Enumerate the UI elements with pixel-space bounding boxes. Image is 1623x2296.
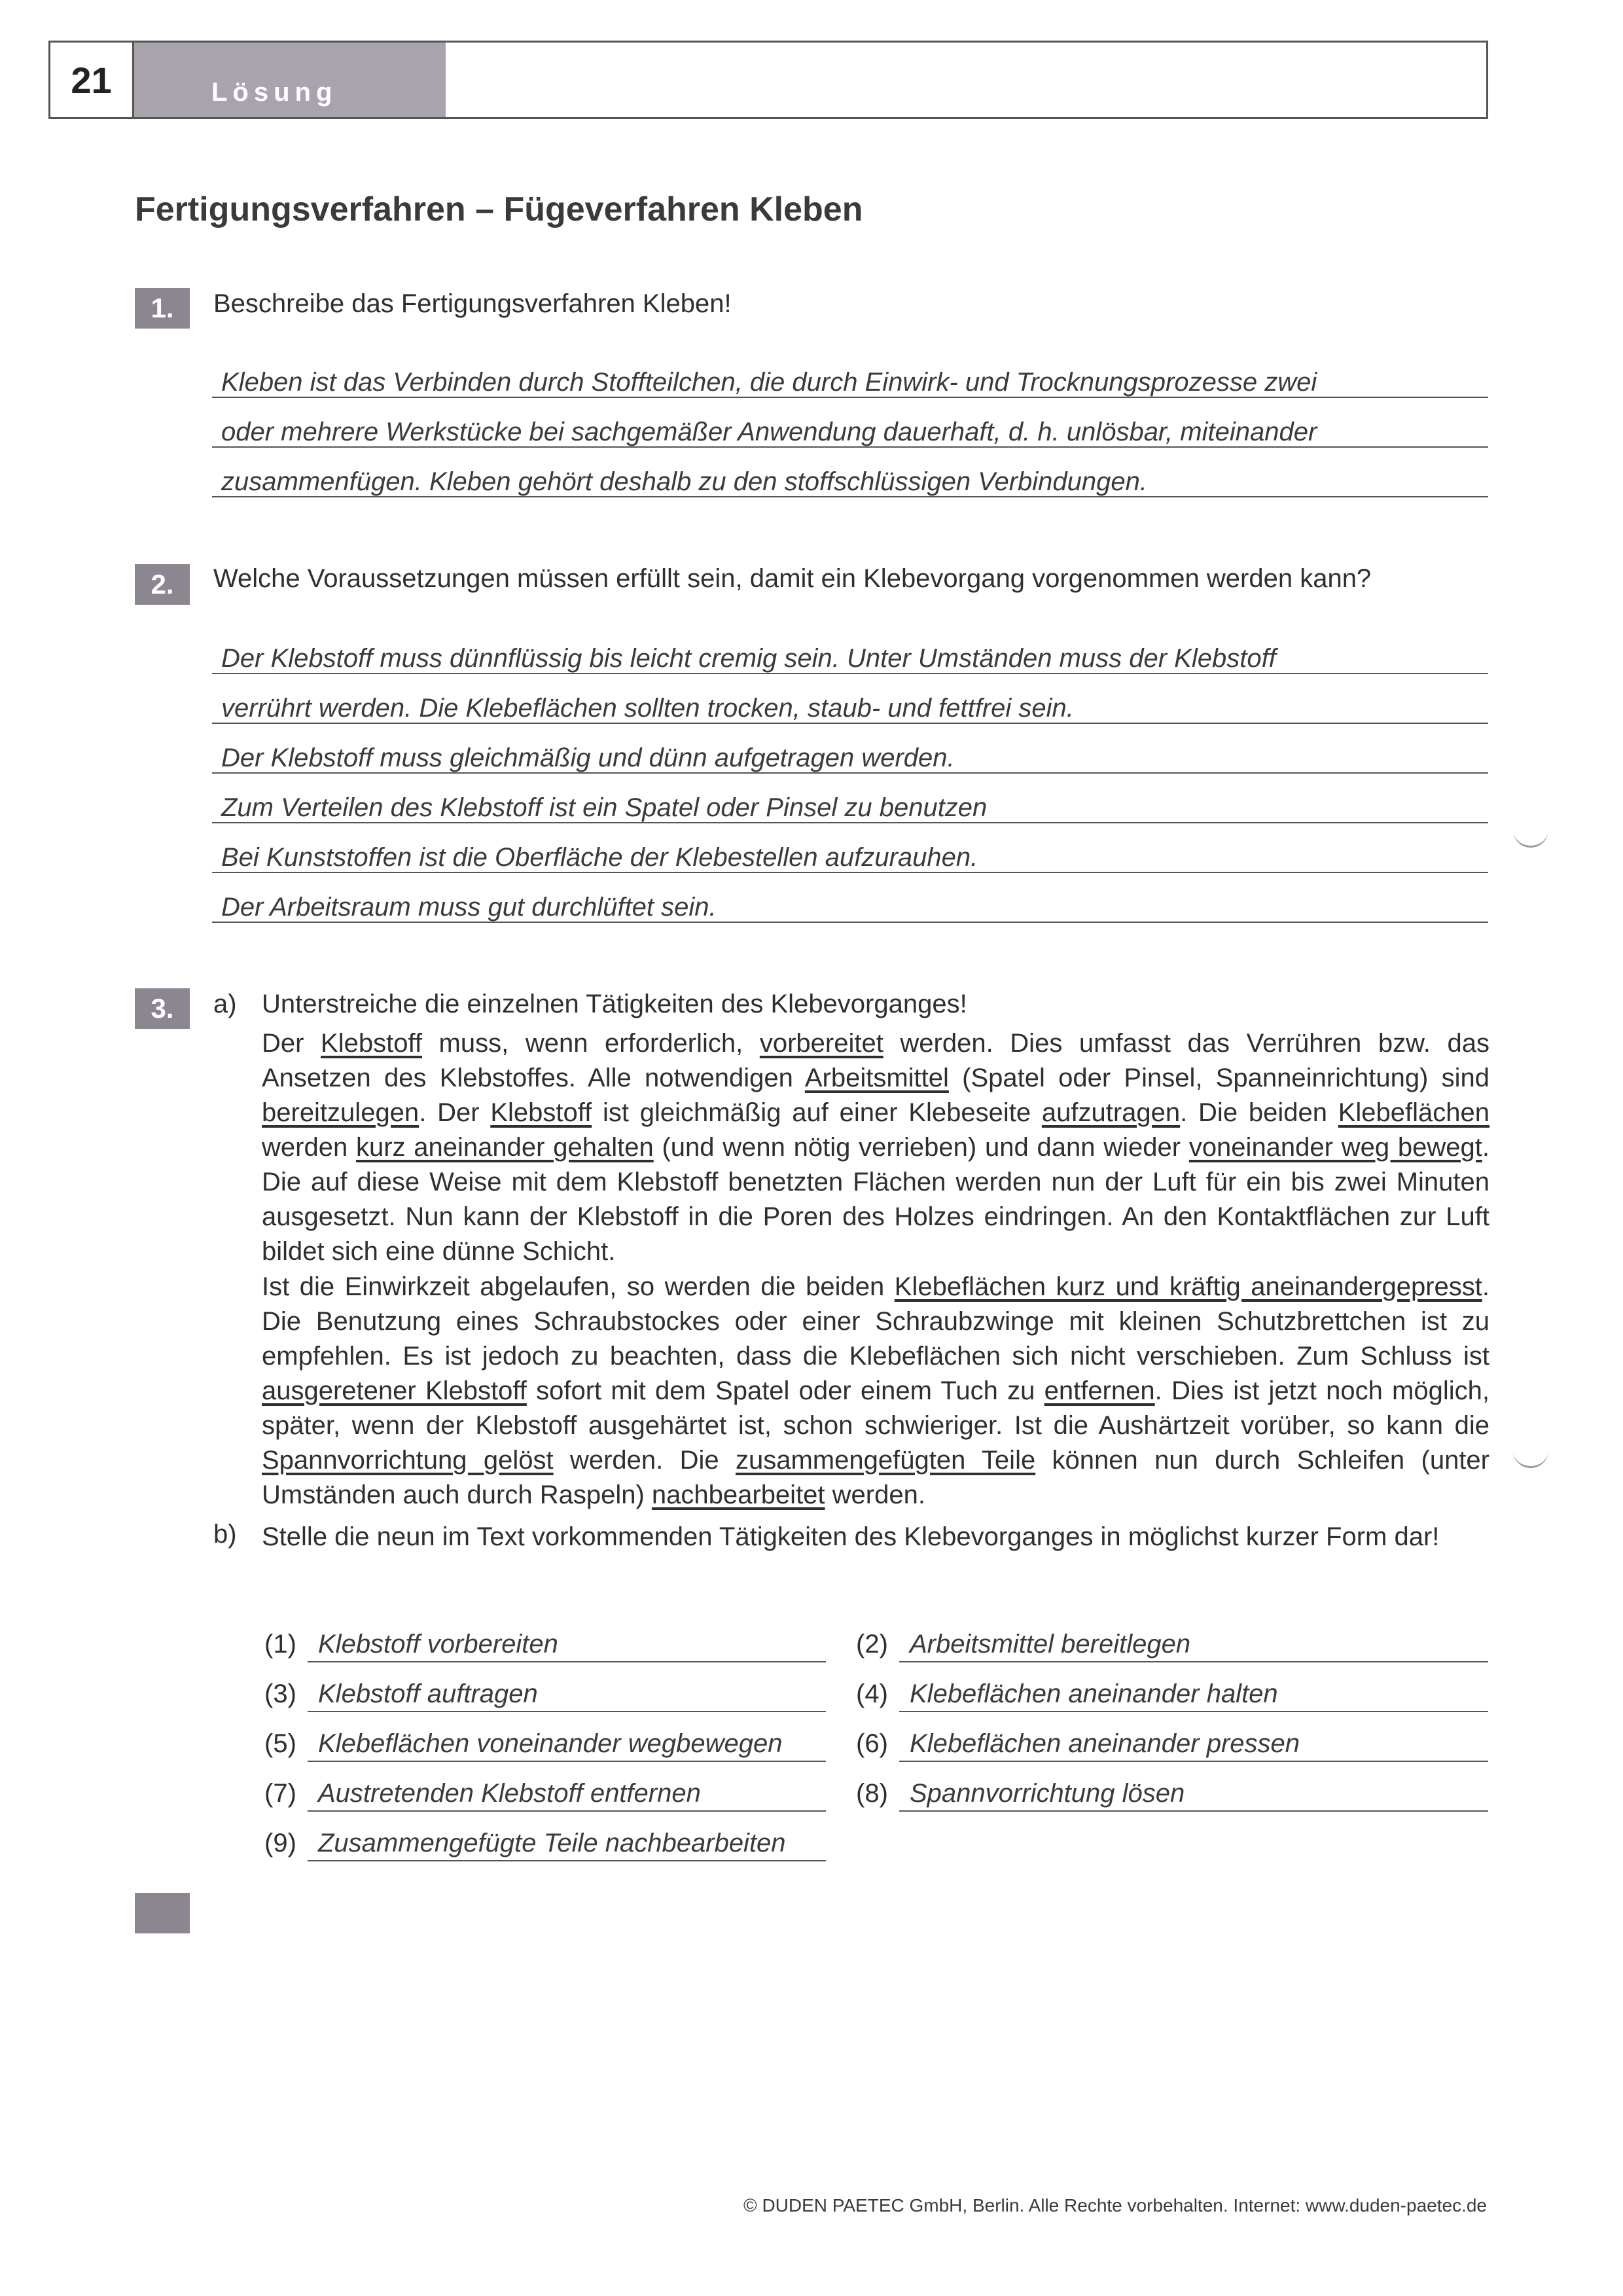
underlined-activity: ausgeretener Klebstoff (262, 1376, 527, 1405)
task-2-answer-line-4: Zum Verteilen des Klebstoff ist ein Spatel oder Pinsel zu benutzen (221, 793, 988, 822)
task-1-number: 1. (135, 288, 190, 329)
item-3-text: Klebstoff auftragen (318, 1679, 538, 1708)
underlined-activity: aufzutragen (1041, 1098, 1181, 1127)
task-2-answer-line-3: Der Klebstoff muss gleichmäßig und dünn aufgetragen werden. (221, 744, 955, 772)
answer-rule (212, 822, 1488, 823)
item-2-text: Arbeitsmittel bereitlegen (910, 1630, 1191, 1659)
item-7-label: (7) (264, 1779, 296, 1808)
underlined-activity: voneinander weg bewegt (1188, 1133, 1482, 1162)
answer-rule (212, 397, 1488, 398)
answer-rule (212, 922, 1488, 923)
copyright-footer: © DUDEN PAETEC GmbH, Berlin. Alle Rechte vorbehalten. Internet: www.duden-paetec.de (743, 2195, 1487, 2215)
underlined-activity: nachbearbeitet (651, 1480, 825, 1509)
answer-rule (308, 1661, 826, 1662)
underlined-activity: bereitzulegen (262, 1098, 419, 1127)
item-6-label: (6) (856, 1729, 888, 1758)
task-2-question: Welche Voraussetzungen müssen erfüllt sein, damit ein Klebevorgang vorgenommen werden kann? (213, 564, 1372, 593)
answer-rule (308, 1711, 826, 1712)
task-3-number: 3. (135, 988, 190, 1029)
page-title: Fertigungsverfahren – Fügeverfahren Kleben (135, 190, 863, 228)
item-4-text: Klebeflächen aneinander halten (910, 1679, 1278, 1708)
item-3-label: (3) (264, 1679, 296, 1708)
task-3a-text-paragraph-2: Ist die Einwirkzeit abgelaufen, so werden die beiden Klebeflächen kurz und kräftig aneinandergepresst. Die Benutzung eines Schraubstockes oder einer Schraubzwinge mit kleinen Schutzbrettchen ist zu empfehlen. Es ist jedoch zu beachten, dass die Klebeflächen sich nicht verschieben. Zum Schluss ist ausgeretener Klebstoff sofort mit dem Spatel oder einem Tuch zu entfernen. Dies ist jetzt noch möglich, später, wenn der Klebstoff ausgehärtet ist, schon schwieriger. Ist die Aushärtzeit vorüber, so kann die Spannvorrichtung gelöst werden. Die zusammengefügten Teile können nun durch Schleifen (unter Umständen auch durch Raspeln) nachbearbeitet werden. (262, 1272, 1489, 1509)
task-3b-question: Stelle die neun im Text vorkommenden Tätigkeiten des Klebevorganges in möglichst kurzer Form dar! (262, 1522, 1440, 1551)
underlined-activity: zusammengefügten Teile (735, 1446, 1036, 1475)
item-9-label: (9) (264, 1829, 296, 1857)
answer-rule (899, 1661, 1488, 1662)
task-1-answer-line-3: zusammenfügen. Kleben gehört deshalb zu den stoffschlüssigen Verbindungen. (221, 467, 1148, 496)
item-5-label: (5) (264, 1729, 296, 1758)
task-3a-label: a) (213, 990, 237, 1018)
punch-hole-mark (1513, 826, 1548, 848)
task-1-answer-line-2: oder mehrere Werkstücke bei sachgemäßer Anwendung dauerhaft, d. h. unlösbar, miteinander (221, 418, 1317, 446)
task-3a-text-paragraph-1: Der Klebstoff muss, wenn erforderlich, vorbereitet werden. Dies umfasst das Verrühren bzw. das Ansetzen des Klebstoffes. Alle notwendigen Arbeitsmittel (Spatel oder Pinsel, Spanneinrichtung) sind bereitzulegen. Der Klebstoff ist gleichmäßig auf einer Klebeseite aufzutragen. Die beiden Klebeflächen werden kurz aneinander gehalten (und wenn nötig verrieben) und dann wieder voneinander weg bewegt. Die auf diese Weise mit dem Klebstoff benetzten Flächen werden nun der Luft für ein bis zwei Minuten ausgesetzt. Nun kann der Klebstoff in die Poren des Holzes eindringen. An den Kontaktflächen zur Luft bildet sich eine dünne Schicht. (262, 1029, 1490, 1266)
answer-rule (212, 496, 1488, 497)
underlined-activity: kurz aneinander gehalten (355, 1133, 654, 1162)
answer-rule (212, 723, 1488, 724)
answer-rule (212, 446, 1488, 448)
task-2-answer-line-5: Bei Kunststoffen ist die Oberfläche der Klebestellen aufzurauhen. (221, 843, 978, 872)
task-2-number: 2. (135, 564, 190, 605)
item-5-text: Klebeflächen voneinander wegbewegen (318, 1729, 783, 1758)
item-9-text: Zusammengefügte Teile nachbearbeiten (318, 1829, 786, 1857)
item-7-text: Austretenden Klebstoff entfernen (318, 1779, 701, 1808)
item-6-text: Klebeflächen aneinander pressen (910, 1729, 1300, 1758)
answer-rule (899, 1761, 1488, 1762)
solution-tab: Lösung (134, 43, 446, 117)
underlined-activity: entfernen (1044, 1376, 1155, 1405)
punch-hole-mark (1513, 1446, 1548, 1468)
section-end-marker (135, 1893, 190, 1933)
answer-rule (899, 1711, 1488, 1712)
task-2-answer-line-2: verrührt werden. Die Klebeflächen sollten trocken, staub- und fettfrei sein. (221, 694, 1074, 723)
item-8-label: (8) (856, 1779, 888, 1808)
underlined-activity: Arbeitsmittel (804, 1064, 949, 1092)
page-number: 21 (50, 43, 134, 117)
item-1-label: (1) (264, 1630, 296, 1659)
answer-rule (212, 673, 1488, 674)
task-1-answer-line-1: Kleben ist das Verbinden durch Stoffteilchen, die durch Einwirk- und Trocknungsprozesse zwei (221, 368, 1317, 397)
underlined-activity: Klebeflächen (1338, 1098, 1490, 1127)
task-1-question: Beschreibe das Fertigungsverfahren Kleben! (213, 289, 732, 318)
answer-rule (899, 1810, 1488, 1812)
task-3b-label: b) (213, 1520, 237, 1549)
item-8-text: Spannvorrichtung lösen (910, 1779, 1185, 1808)
item-1-text: Klebstoff vorbereiten (318, 1630, 558, 1659)
answer-rule (212, 872, 1488, 873)
underlined-activity: Klebstoff (490, 1098, 592, 1127)
answer-rule (308, 1761, 826, 1762)
answer-rule (212, 772, 1488, 774)
underlined-activity: Spannvorrichtung gelöst (262, 1446, 554, 1475)
underlined-activity: vorbereitet (759, 1029, 883, 1058)
task-2-answer-line-6: Der Arbeitsraum muss gut durchlüftet sein. (221, 893, 717, 922)
item-4-label: (4) (856, 1679, 888, 1708)
item-2-label: (2) (856, 1630, 888, 1659)
underlined-activity: Klebeflächen kurz und kräftig aneinandergepresst (894, 1272, 1482, 1301)
task-2-answer-line-1: Der Klebstoff muss dünnflüssig bis leicht cremig sein. Unter Umständen muss der Klebstoff (221, 644, 1276, 673)
answer-rule (308, 1810, 826, 1812)
underlined-activity: Klebstoff (321, 1029, 422, 1058)
answer-rule (308, 1860, 826, 1861)
task-3a-question: Unterstreiche die einzelnen Tätigkeiten des Klebevorganges! (262, 990, 967, 1018)
page-header (48, 41, 1488, 119)
